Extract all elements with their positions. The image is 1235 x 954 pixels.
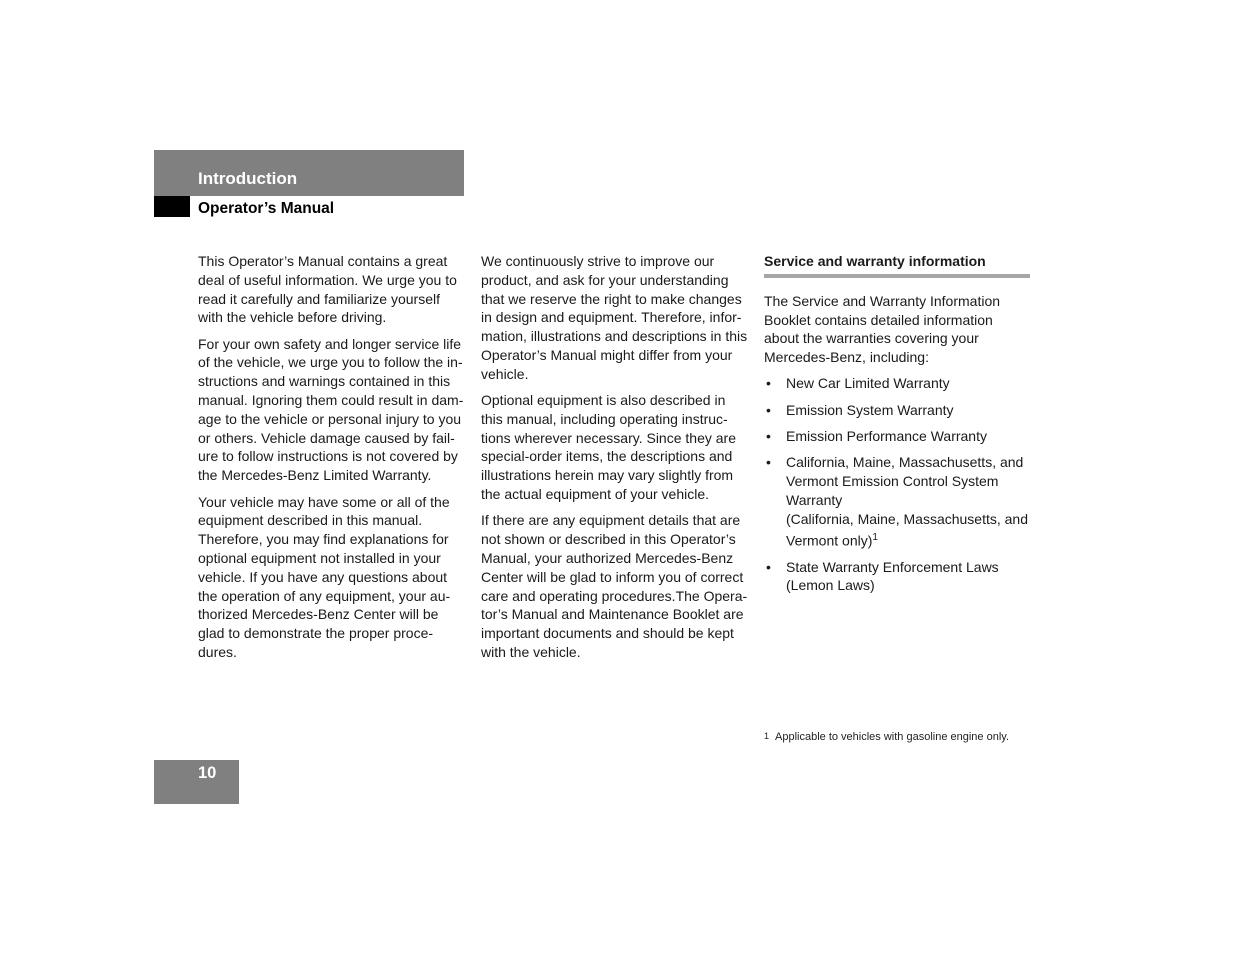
list-item-note: (California, Maine, Massachusetts, and Vermont only) <box>786 510 1028 549</box>
section-header-bar <box>154 150 464 196</box>
subsection-title: Operator’s Manual <box>198 200 335 217</box>
warranty-list <box>764 374 1030 595</box>
bullet-icon: • <box>766 401 771 418</box>
text-column-2 <box>481 252 749 669</box>
paragraph: This Operator’s Manual contains a great deal of useful information. We urge you to read it carefully and familiarize yourself with the vehicle before driving. <box>198 253 457 326</box>
text-column-1 <box>198 252 466 669</box>
list-item-text: Emission System Warranty <box>786 401 954 418</box>
list-item <box>764 453 1030 550</box>
list-item <box>764 427 1030 446</box>
footnote-text: Applicable to vehicles with gasoline engine only. <box>775 731 1010 743</box>
paragraph: Your vehicle may have some or all of the equipment described in this manual. Therefore, you may find explanations for optional equipment not installed in your vehicle. If you have any questions about the operation of any equipment, your authorized Mercedes-Benz Center will be glad to demonstrate the proper procedures. <box>198 493 451 660</box>
bullet-icon: • <box>766 375 771 392</box>
section-title: Introduction <box>198 169 298 188</box>
list-item <box>764 374 1030 393</box>
bullet-icon: • <box>766 428 771 445</box>
page-number: 10 <box>198 764 217 782</box>
paragraph: We continuously strive to improve our product, and ask for your understanding that we reserve the right to make changes in design and equipment. Therefore, information, illustrations and descriptions in this Operator’s Manual might differ from your vehicle. <box>481 253 748 382</box>
paragraph: For your own safety and longer service life of the vehicle, we urge you to follow the instructions and warnings contained in this manual. Ignoring them could result in damage to the vehicle or personal injury to you or others. Vehicle damage caused by failure to follow instructions is not covered by the Mercedes-Benz Limited Warranty. <box>198 335 464 484</box>
list-item <box>764 401 1030 420</box>
text-column-3 <box>764 252 1030 603</box>
footnote-number: 1 <box>764 731 770 741</box>
subsection-marker <box>154 196 190 217</box>
list-item-text: California, Maine, Massachusetts, and Vermont Emission Control System Warranty <box>786 454 1024 508</box>
bullet-icon: • <box>766 558 771 575</box>
list-item-text: State Warranty Enforcement Laws (Lemon Laws) <box>786 558 999 594</box>
footnote <box>764 731 1009 743</box>
list-item-text: Emission Performance Warranty <box>786 428 987 445</box>
bullet-icon: • <box>766 454 771 471</box>
section-heading: Service and warranty information <box>764 252 1030 278</box>
paragraph: Optional equipment is also described in this manual, including operating instructions wherever necessary. Since they are special-order items, the descriptions and illustrations herein may vary slightly from the actual equipment of your vehicle. <box>481 392 736 503</box>
paragraph: If there are any equipment details that are not shown or described in this Operator’s Manual, your authorized Mercedes-Benz Center will be glad to inform you of correct care and operating procedures.The Operator’s Manual and Maintenance Booklet are important documents and should be kept with the vehicle. <box>481 512 748 660</box>
footnote-reference[interactable]: 1 <box>872 531 878 543</box>
list-item <box>764 558 1030 596</box>
list-item-text: New Car Limited Warranty <box>786 375 950 392</box>
paragraph: The Service and Warranty Information Booklet contains detailed information about the warranties covering your Mercedes-Benz, including: <box>764 292 1001 366</box>
page-number-box <box>154 760 239 804</box>
